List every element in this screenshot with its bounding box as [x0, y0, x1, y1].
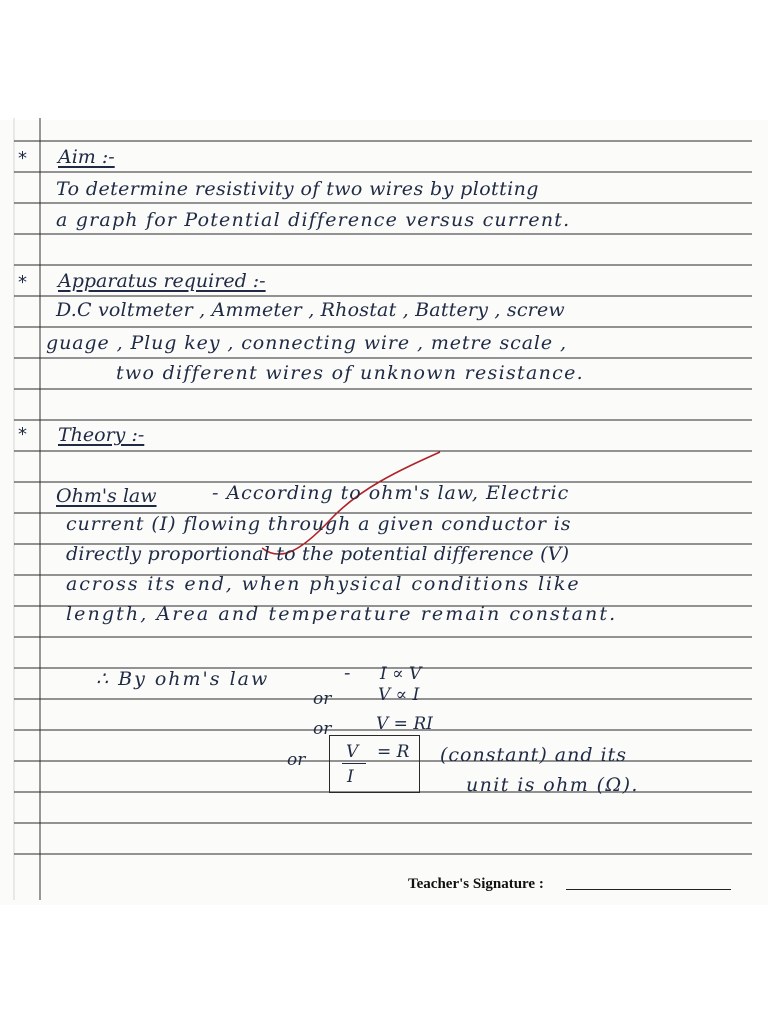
aim-line-1: To determine resistivity of two wires by plotting: [56, 178, 539, 200]
theory-line-5: length, Area and temperature remain constant.: [66, 603, 618, 625]
theory-line-1: - According to ohm's law, Electric: [212, 482, 570, 504]
fraction-denominator: I: [347, 767, 354, 787]
apparatus-line-3: two different wires of unknown resistance.: [116, 362, 584, 384]
teacher-signature-label: Teacher's Signature :: [408, 876, 544, 892]
by-ohms-law: ∴ By ohm's law: [96, 668, 270, 690]
theory-line-3: directly proportional to the potential difference (V): [66, 543, 570, 565]
or-label-1: or: [313, 689, 332, 709]
ohms-law-label: Ohm's law: [56, 485, 157, 507]
theory-heading: Theory :-: [58, 424, 145, 446]
apparatus-line-1: D.C voltmeter , Ammeter , Rhostat , Battery , screw: [56, 299, 565, 321]
apparatus-heading: Apparatus required :-: [58, 270, 266, 292]
theory-line-4: across its end, when physical conditions like: [66, 573, 581, 595]
or-label-3: or: [287, 750, 306, 770]
aim-line-2: a graph for Potential difference versus current.: [56, 209, 571, 231]
signature-line: [566, 889, 731, 890]
constant-line-2: unit is ohm (Ω).: [466, 774, 639, 796]
fraction-bar: [342, 763, 366, 764]
equation-1: I ∝ V: [380, 664, 422, 684]
constant-line-1: (constant) and its: [440, 744, 627, 766]
bullet-icon: *: [18, 148, 27, 169]
or-label-2: or: [313, 719, 332, 739]
bullet-icon: *: [18, 424, 27, 445]
theory-line-2: current (I) flowing through a given conductor is: [66, 513, 572, 535]
equation-dash: -: [344, 662, 351, 684]
equation-3: V = RI: [376, 714, 433, 734]
fraction-equals-r: = R: [377, 742, 410, 762]
bullet-icon: *: [18, 272, 27, 293]
aim-heading: Aim :-: [58, 146, 115, 168]
fraction-numerator: V: [346, 742, 359, 762]
apparatus-line-2: guage , Plug key , connecting wire , metre scale ,: [46, 332, 567, 354]
equation-2: V ∝ I: [378, 685, 420, 705]
